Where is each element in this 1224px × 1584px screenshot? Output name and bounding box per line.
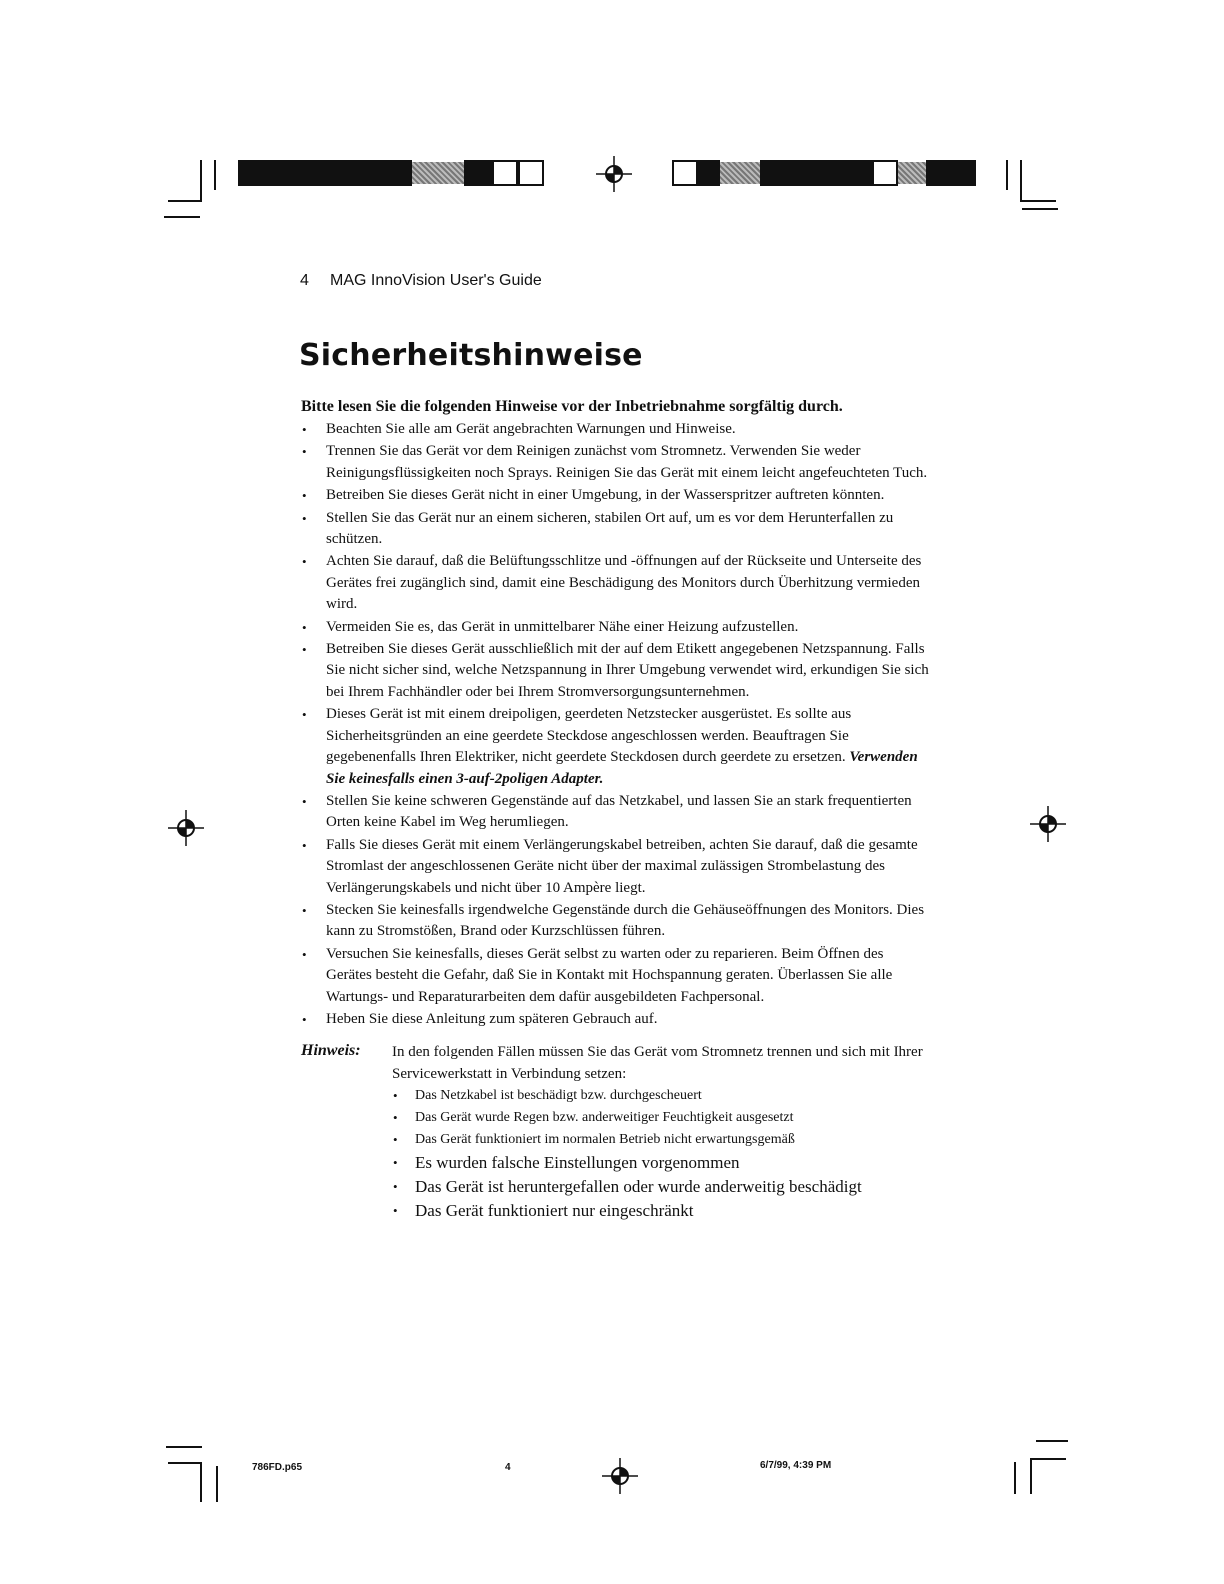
color-bar-right-box-2 <box>872 160 898 186</box>
crop-mark-bottom-left-horizontal <box>168 1462 202 1464</box>
crop-mark-top-left-bleed <box>214 160 216 190</box>
list-item: • Trennen Sie das Gerät vor dem Reinigen zunächst vom Stromnetz. Verwenden Sie weder Reinigungsflüssigkeiten noch Sprays. Reinigen Sie das Gerät mit einem leicht angefeuchteten Tuch. <box>301 441 931 484</box>
color-bar-right-dark <box>696 160 720 186</box>
list-item: • Das Gerät ist heruntergefallen oder wurde anderweitig beschädigt <box>392 1175 931 1199</box>
crop-mark-bottom-right-trim <box>1036 1440 1068 1442</box>
running-head-page-number: 4 <box>300 272 309 289</box>
crop-mark-top-right-vertical <box>1020 160 1022 202</box>
crop-mark-top-left-trim <box>164 216 200 218</box>
list-item: • Das Gerät funktioniert nur eingeschränkt <box>392 1199 931 1223</box>
crop-mark-bottom-right-vertical <box>1030 1458 1032 1494</box>
list-item: • Betreiben Sie dieses Gerät ausschließlich mit der auf dem Etikett angegebenen Netzspannung. Falls Sie nicht sicher sind, welche Netzspannung in Ihrer Umgebung verwendet wird, erkundigen Sie sich bei Ihrem Fachhändler oder bei Ihrem Stromversorgungsunternehmen. <box>301 639 931 703</box>
registration-mark-top-icon <box>596 156 632 192</box>
list-item: • Es wurden falsche Einstellungen vorgenommen <box>392 1151 931 1175</box>
footer-file-name: 786FD.p65 <box>252 1462 303 1473</box>
crop-mark-top-left-horizontal <box>168 200 202 202</box>
crop-mark-top-right-trim <box>1022 208 1058 210</box>
crop-mark-bottom-left-vertical <box>200 1462 202 1502</box>
note-label: Hinweis: <box>301 1042 361 1060</box>
color-bar-left-dark <box>464 160 492 186</box>
color-bar-right-box <box>672 160 698 186</box>
list-item: • Stellen Sie das Gerät nur an einem sicheren, stabilen Ort auf, um es vor dem Herunterfallen zu schützen. <box>301 508 931 551</box>
registration-mark-bottom-icon <box>602 1458 638 1494</box>
crop-mark-bottom-right-bleed <box>1014 1462 1016 1494</box>
color-bar-left-box-1 <box>492 160 518 186</box>
footer-page-number: 4 <box>505 1462 511 1473</box>
crop-mark-top-left-vertical <box>200 160 202 202</box>
crop-mark-bottom-left-trim <box>166 1446 202 1448</box>
crop-mark-bottom-left-bleed <box>216 1466 218 1502</box>
footer-date: 6/7/99, 4:39 PM <box>760 1460 832 1471</box>
note-block <box>301 1042 931 1223</box>
running-head <box>300 272 542 290</box>
color-bar-right-end <box>926 160 976 186</box>
list-item: • Das Gerät funktioniert im normalen Betrieb nicht erwartungsgemäß <box>392 1129 931 1151</box>
safety-bullet-list <box>301 419 931 1030</box>
crop-mark-bottom-right-horizontal <box>1030 1458 1066 1460</box>
color-bar-left-box-2 <box>518 160 544 186</box>
registration-mark-left-icon <box>168 810 204 846</box>
running-head-guide-title: MAG InnoVision User's Guide <box>330 272 542 289</box>
color-bar-left <box>238 160 412 186</box>
registration-mark-right-icon <box>1030 806 1066 842</box>
crop-mark-top-right-horizontal <box>1020 200 1056 202</box>
list-item: • Falls Sie dieses Gerät mit einem Verlängerungskabel betreiben, achten Sie darauf, daß die gesamte Stromlast der angeschlossenen Geräte nicht über der maximal zulässigen Strombelastung des Verlängerungskabels und nicht über 10 Ampère liegt. <box>301 835 931 899</box>
color-bar-right <box>760 160 872 186</box>
color-bar-right-tint-2 <box>898 162 926 184</box>
color-bar-left-tint <box>412 162 464 184</box>
list-item: • Das Gerät wurde Regen bzw. anderweitiger Feuchtigkeit ausgesetzt <box>392 1107 931 1129</box>
adapter-warning: Verwenden Sie keinesfalls einen 3-auf-2poligen Adapter. <box>326 749 918 787</box>
page-title: Sicherheitshinweise <box>299 338 643 373</box>
grounding-text: Dieses Gerät ist mit einem dreipoligen, geerdeten Netzstecker ausgerüstet. Es sollte aus Sicherheitsgründen an eine geerdete Steckdose angeschlossen werden. Beauftragen Sie gegebenenfalls Ihren Elektriker, nicht geerdete Steckdosen durch geerdete zu ersetzen. <box>326 706 852 766</box>
list-item: • Beachten Sie alle am Gerät angebrachten Warnungen und Hinweise. <box>301 419 931 440</box>
list-item: • Achten Sie darauf, daß die Belüftungsschlitze und -öffnungen auf der Rückseite und Unterseite des Gerätes frei zugänglich sind, damit eine Beschädigung des Monitors durch Überhitzung vermieden wird. <box>301 551 931 615</box>
list-item <box>301 704 931 790</box>
list-item: • Stecken Sie keinesfalls irgendwelche Gegenstände durch die Gehäuseöffnungen des Monitors. Dies kann zu Stromstößen, Brand oder Kurzschlüssen führen. <box>301 900 931 943</box>
crop-mark-top-right-bleed <box>1006 160 1008 190</box>
list-item: • Vermeiden Sie es, das Gerät in unmittelbarer Nähe einer Heizung aufzustellen. <box>301 617 931 638</box>
note-item-list <box>392 1085 931 1223</box>
safety-content <box>301 398 931 1223</box>
note-body <box>392 1042 931 1223</box>
note-text: In den folgenden Fällen müssen Sie das Gerät vom Stromnetz trennen und sich mit Ihrer Servicewerkstatt in Verbindung setzen: <box>392 1044 923 1082</box>
list-item: • Versuchen Sie keinesfalls, dieses Gerät selbst zu warten oder zu reparieren. Beim Öffnen des Gerätes besteht die Gefahr, daß Sie in Kontakt mit Hochspannung geraten. Überlassen Sie alle Wartungs- und Reparaturarbeiten dem dafür ausgebildeten Fachpersonal. <box>301 944 931 1008</box>
list-item: • Heben Sie diese Anleitung zum späteren Gebrauch auf. <box>301 1009 931 1030</box>
intro-paragraph: Bitte lesen Sie die folgenden Hinweise vor der Inbetriebnahme sorgfältig durch. <box>301 398 843 415</box>
list-item: • Das Netzkabel ist beschädigt bzw. durchgescheuert <box>392 1085 931 1107</box>
list-item: • Stellen Sie keine schweren Gegenstände auf das Netzkabel, und lassen Sie an stark frequentierten Orten keine Kabel im Weg herumliegen. <box>301 791 931 834</box>
list-item: • Betreiben Sie dieses Gerät nicht in einer Umgebung, in der Wasserspritzer auftreten könnten. <box>301 485 931 506</box>
color-bar-right-tint <box>720 162 760 184</box>
